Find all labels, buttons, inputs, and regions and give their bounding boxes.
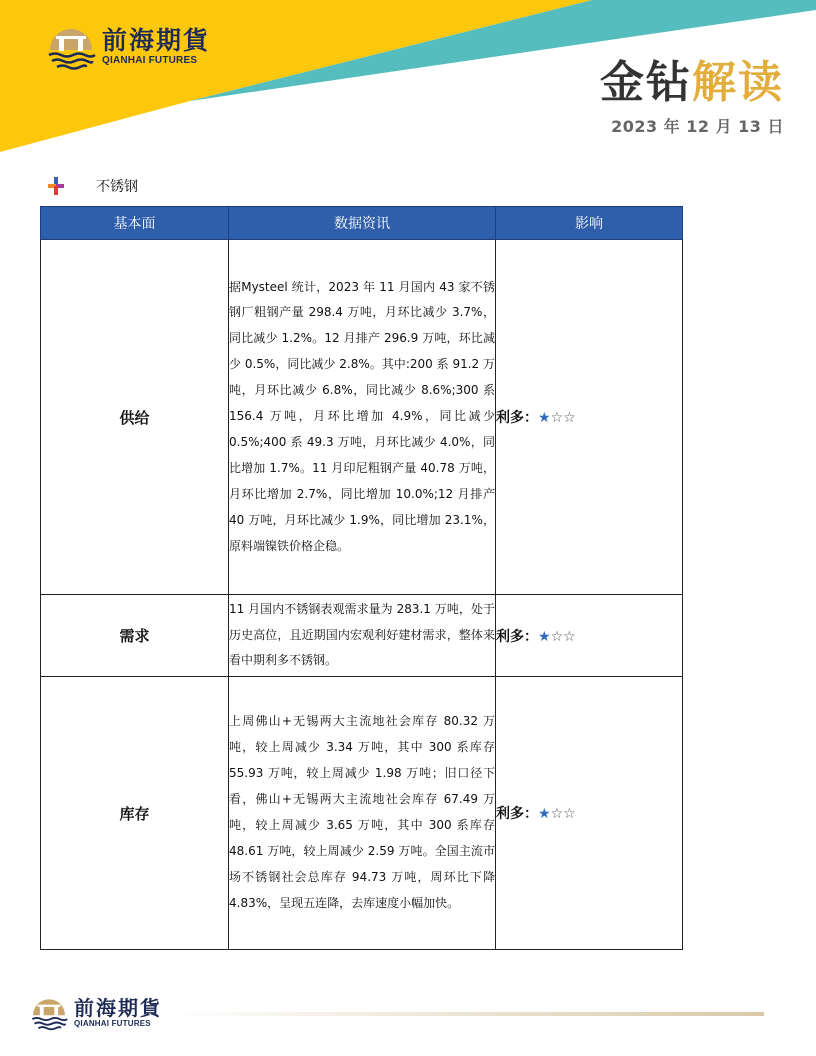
section-heading	[46, 176, 138, 196]
impact-label: 利多：	[496, 628, 538, 645]
fundamentals-table	[40, 206, 683, 950]
footer-brand-name-cn: 前海期貨	[74, 996, 162, 1020]
row-data-supply: 据Mysteel 统计，2023 年 11 月国内 43 家不锈钢厂粗钢产量 298.4 万吨，月环比减少 3.7%，同比减少 1.2%。12 月排产 296.9 万吨，环比减少 0.5%，同比减少 2.8%。其中:200 系 91.2 万吨，月环比减少 6.8%，同比减少 8.6%;300 系 156.4 万吨，月环比增加 4.9%，同比减少 0.5%;400 系 49.3 万吨，月环比减少 4.0%，同比增加 1.7%。11 月印尼粗钢产量 40.78 万吨，月环比增加 2.7%，同比增加 10.0%;12 月排产 40 万吨，月环比减少 1.9%，同比增加 23.1%，原料端镍铁价格企稳。	[229, 240, 496, 595]
star-outline-icon: ☆☆	[550, 410, 576, 426]
column-header-fundamental: 基本面	[41, 207, 229, 240]
brand-name-cn: 前海期貨	[102, 26, 211, 55]
diamond-cross-icon	[46, 177, 66, 195]
footer-logo	[30, 994, 162, 1032]
report-title-part1: 金钻	[600, 57, 692, 108]
table-row	[41, 677, 683, 950]
table-row	[41, 240, 683, 595]
report-date: 2023 年 12 月 13 日	[611, 117, 784, 136]
qianhai-logo-icon	[46, 22, 96, 72]
star-outline-icon: ☆☆	[550, 806, 576, 822]
section-label: 不锈钢	[96, 179, 138, 195]
row-data-inventory: 上周佛山+无锡两大主流地社会库存 80.32 万吨，较上周减少 3.34 万吨，其中 300 系库存 55.93 万吨，较上周减少 1.98 万吨；旧口径下看，佛山+无锡两大主流地社会库存 67.49 万吨，较上周减少 3.65 万吨，其中 300 系库存 48.61 万吨，较上周减少 2.59 万吨。全国主流市场不锈钢社会总库存 94.73 万吨，周环比下降 4.83%，呈现五连降，去库速度小幅加快。	[229, 677, 496, 950]
star-icon: ★	[538, 806, 551, 822]
impact-label: 利多：	[496, 410, 538, 426]
report-title-part2: 解读	[692, 57, 784, 108]
row-name-supply: 供给	[41, 240, 229, 595]
impact-label: 利多：	[496, 806, 538, 822]
star-icon: ★	[538, 410, 551, 426]
table-row	[41, 595, 683, 677]
report-title	[600, 46, 784, 110]
footer-divider	[168, 1012, 764, 1016]
row-data-demand: 11 月国内不锈钢表观需求量为 283.1 万吨，处于历史高位，且近期国内宏观利好建材需求，整体来看中期利多不锈钢。	[229, 595, 496, 677]
row-impact-supply	[496, 240, 683, 595]
star-outline-icon: ☆☆	[550, 628, 576, 645]
row-impact-demand	[496, 595, 683, 677]
row-name-inventory: 库存	[41, 677, 229, 950]
brand-logo	[46, 22, 210, 72]
table-header-row	[41, 207, 683, 240]
row-impact-inventory	[496, 677, 683, 950]
star-icon: ★	[538, 628, 551, 645]
brand-name-en: QIANHAI FUTURES	[102, 55, 198, 66]
column-header-impact: 影响	[496, 207, 683, 240]
row-name-demand: 需求	[41, 595, 229, 677]
column-header-data: 数据资讯	[229, 207, 496, 240]
footer-brand-name-en: QIANHAI FUTURES	[74, 1019, 151, 1028]
qianhai-logo-icon	[30, 994, 68, 1032]
